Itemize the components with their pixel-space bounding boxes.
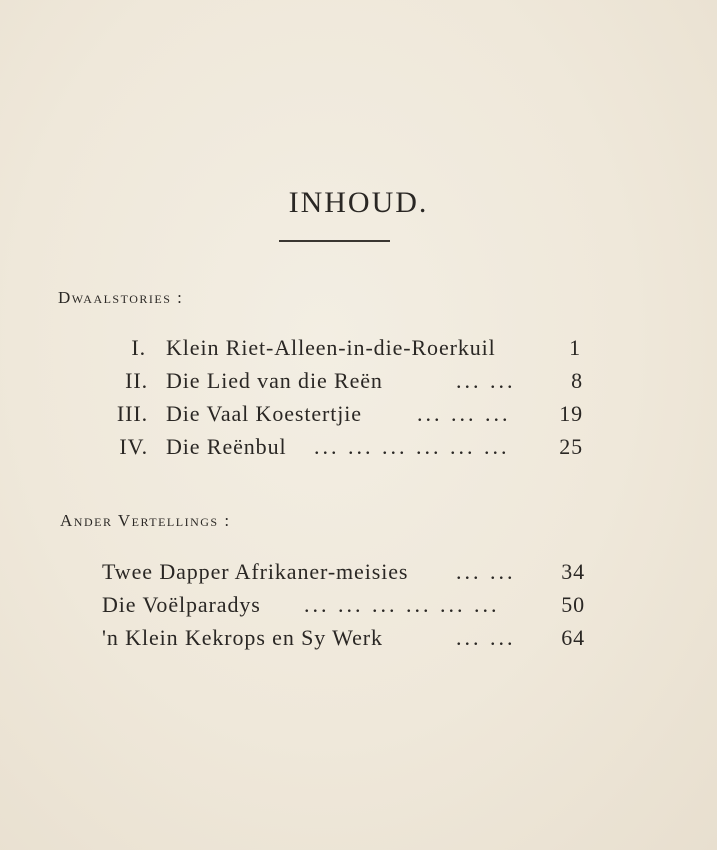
- entry-numeral: II.: [125, 368, 148, 393]
- entry-numeral: I.: [131, 335, 146, 360]
- entry-leader-dots: ... ... ...: [417, 401, 511, 426]
- toc-entry: [0, 432, 717, 462]
- entry-title: Die Vaal Koestertjie: [166, 401, 362, 426]
- entry-leader-dots: ... ... ... ... ... ...: [314, 434, 510, 459]
- entry-numeral: III.: [116, 401, 148, 426]
- entry-leader-dots: ... ...: [456, 559, 516, 584]
- entry-title: Die Voëlparadys: [102, 592, 261, 617]
- entry-leader-dots: ... ...: [456, 368, 516, 393]
- entry-title: 'n Klein Kekrops en Sy Werk: [102, 625, 383, 650]
- entry-numeral: IV.: [119, 434, 148, 459]
- entry-page-number: 34: [561, 559, 585, 584]
- entry-title: Die Lied van die Reën: [166, 368, 383, 393]
- section-heading-dwaalstories: Dwaalstories :: [58, 288, 184, 307]
- entry-page-number: 1: [569, 335, 581, 360]
- entry-page-number: 64: [561, 625, 585, 650]
- entry-leader-dots: ... ...: [456, 625, 516, 650]
- page-title: INHOUD.: [288, 186, 429, 219]
- toc-entry: [0, 623, 717, 653]
- entry-title: Klein Riet-Alleen-in-die-Roerkuil: [166, 335, 496, 360]
- toc-entry: [0, 366, 717, 396]
- entry-page-number: 8: [571, 368, 583, 393]
- entry-page-number: 25: [559, 434, 583, 459]
- toc-entry: [0, 557, 717, 587]
- entry-page-number: 50: [561, 592, 585, 617]
- toc-entry: [0, 333, 717, 363]
- section-heading-ander-vertellings: Ander Vertellings :: [60, 511, 231, 530]
- entry-title: Twee Dapper Afrikaner-meisies: [102, 559, 409, 584]
- entry-leader-dots: ... ... ... ... ... ...: [304, 592, 500, 617]
- toc-entry: [0, 590, 717, 620]
- entry-page-number: 19: [559, 401, 583, 426]
- toc-entry: [0, 399, 717, 429]
- title-rule: [279, 240, 390, 242]
- entry-title: Die Reënbul: [166, 434, 287, 459]
